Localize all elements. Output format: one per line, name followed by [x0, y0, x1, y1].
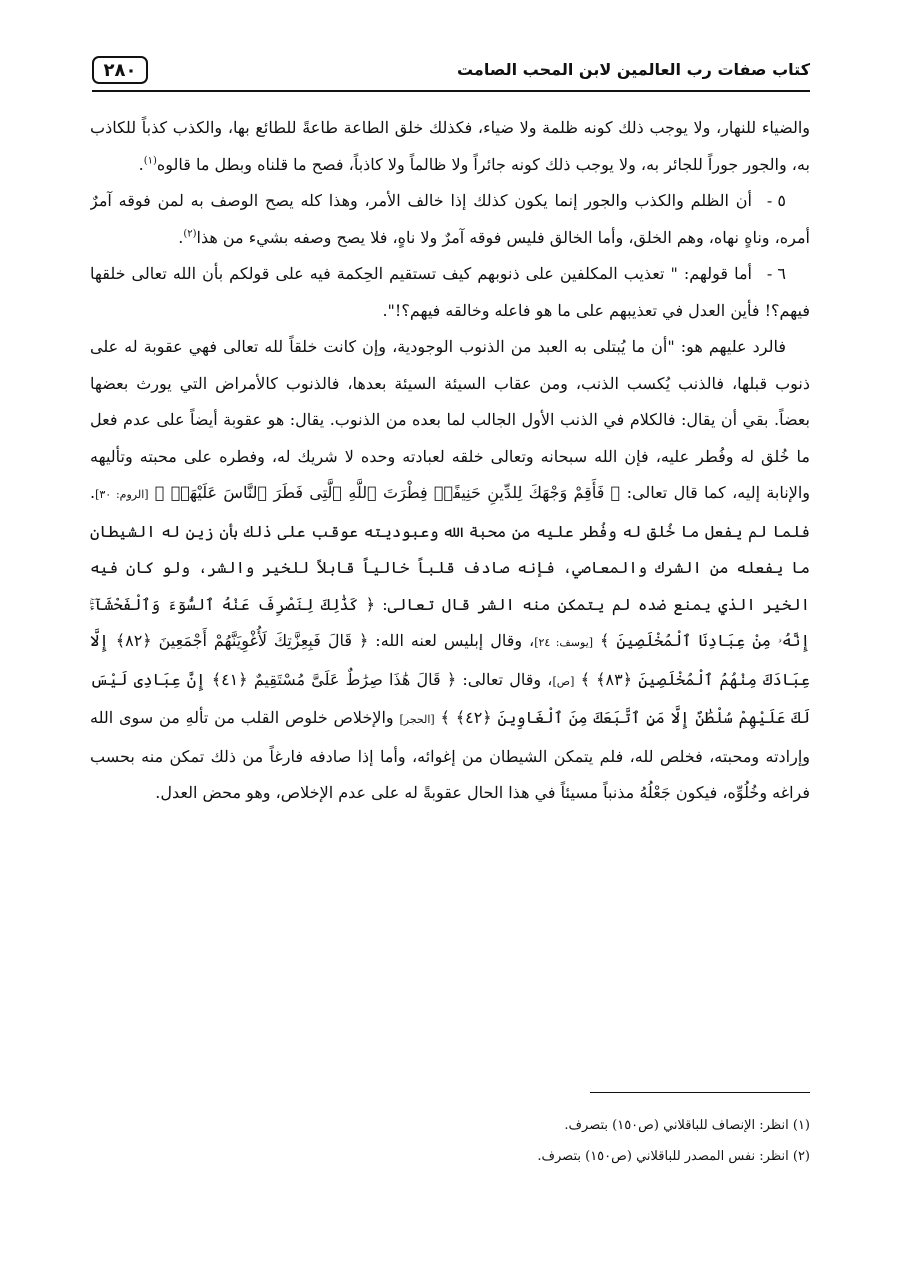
- paragraph-text: ، وقال تعالى: ﴿: [440, 669, 553, 689]
- item-number: ٦ -: [766, 264, 786, 283]
- paragraph-text: والإخلاص خلوص القلب من تألهِ من سوى الله وإرادته ومحبته، فخلص لله، فلم يتمكن الشيطان من إغوائه، وأما إذا صادفه فارغاً من ذلك تمكن منه بحسب فراغه وخُلُوِّه، فيكون جَعْلُهُ مذنباً مسيئاً في هذا الحال عقوبةً له على عدم الإخلاص، وهو محض العدل.: [90, 708, 810, 802]
- paragraph-text: ، وقال إبليس لعنه الله: ﴿: [352, 631, 535, 650]
- page-number: ٢٨٠: [92, 56, 148, 84]
- footnote-1: (١) انظر: الإنصاف للباقلاني (ص١٥٠) بتصرف.: [564, 1118, 810, 1133]
- paragraph-text: فالرد عليهم هو: "أن ما يُبتلى به العبد من الذنوب الوجودية، وإن كانت خلقاً لله تعالى فهي عقوبة له على ذنوب قبلها، فالذنب يُكسب الذنب، ومن عقاب السيئة السيئة بعدها، فالذنوب كالأمراض التي يورث بعضها بعضاً. بقي أن يقال: فالكلام في الذنب الأول الجالب لما بعده من الذنوب. يقال: هو عقوبة أيضاً على عدم فعل ما خُلق له وفُطر عليه، فإن الله سبحانه وتعالى خلقه لعبادته وحده لا شريك له، وفطره على محبته وتأليهه والإنابة إليه، كما قال تعالى: ﴿: [90, 337, 810, 502]
- paragraph-text: . فلما لم يفعل ما خُلق له وفُطر عليه من محبة الله وعبوديته عوقب على ذلك بأن زين له الشيطان ما يفعله من الشرك والمعاصي، فإنه صادف قلباً خالياً قابلاً للخير والشر، ولو كان فيه الخير الذي يمنع ضده لم يتمكن منه الشر قال تعالى: ﴿: [90, 483, 810, 614]
- verse-reference: [يوسف: ٢٤]: [534, 636, 594, 649]
- quran-verse-hijr: قَالَ هَٰذَا صِرَٰطٌ عَلَىَّ مُسْتَقِيمٌ ﴿٤١﴾ إِنَّ عِبَادِى لَيْسَ لَكَ عَلَيْهِمْ سُلْطَٰنٌ إِلَّا مَنِ ٱتَّبَعَكَ مِنَ ٱلْغَاوِينَ ﴿٤٢﴾: [90, 669, 810, 727]
- quran-verse-rum: فَأَقِمْ وَجْهَكَ لِلدِّينِ حَنِيفًاۚ فِطْرَتَ ٱللَّهِ ٱلَّتِى فَطَرَ ٱلنَّاسَ عَلَيْهَاۚ: [170, 483, 605, 502]
- numbered-item-5: [90, 183, 810, 256]
- item-text: أن الظلم والكذب والجور إنما يكون كذلك إذا خالف الأمر، وهذا كله يصح الوصف به لمن فوقه آمرٌ أمره، وناهٍ نهاه، وهم الخلق، وأما الخالق فليس فوقه آمرٌ ولا ناهٍ، فلا يصح وصفه بشيء من هذا: [90, 191, 810, 247]
- verse-reference: [الحجر]: [399, 713, 435, 726]
- paragraph-end: .: [138, 154, 144, 174]
- quran-verse-sad: قَالَ فَبِعِزَّتِكَ لَأُغْوِيَنَّهُمْ أَجْمَعِينَ ﴿٨٢﴾ إِلَّا عِبَادَكَ مِنْهُمُ ٱلْمُخْلَصِينَ ﴿٨٣﴾: [90, 631, 810, 689]
- page-header: [92, 54, 810, 92]
- footnote-2: (٢) انظر: نفس المصدر للباقلاني (ص١٥٠) بتصرف.: [537, 1149, 810, 1164]
- numbered-item-6: [90, 256, 810, 329]
- item-end: .: [178, 227, 184, 247]
- book-title: كتاب صفات رب العالمين لابن المحب الصامت: [456, 60, 810, 79]
- paragraph-continuation: [90, 110, 810, 183]
- footnotes: [90, 1110, 810, 1172]
- quran-verse-yusuf: كَذَٰلِكَ لِنَصْرِفَ عَنْهُ ٱلسُّوٓءَ وَٱلْفَحْشَآءَۚ إِنَّهُۥ مِنْ عِبَادِنَا ٱلْمُخْلَصِينَ: [90, 594, 810, 650]
- item-text: أما قولهم: " تعذيب المكلفين على ذنوبهم كيف تستقيم الحِكمة فيه على قولكم بأن الله تعالى خلقها فيهم؟! فأين العدل في تعذيبهم على ما هو فاعله وخالقه فيهم؟!".: [90, 264, 810, 320]
- footnote-ref-2[interactable]: (٢): [183, 228, 197, 240]
- footnote-ref-1[interactable]: (١): [143, 155, 157, 167]
- reply-paragraph: فالرد عليهم هو: "أن ما يُبتلى به العبد من الذنوب الوجودية، وإن كانت خلقاً لله تعالى فهي عقوبة له على ذنوب قبلها، فالذنب يُكسب الذنب، ومن عقاب السيئة السيئة بعدها، فالذنوب كالأمراض التي يورث بعضها بعضاً. بقي أن يقال: فالكلام في الذنب الأول الجالب لما بعده من الذنوب. يقال: هو عقوبة أيضاً على عدم فعل ما خُلق له وفُطر عليه، فإن الله سبحانه وتعالى خلقه لعبادته وحده لا شريك له، وفطره على محبته وتأليهه والإنابة إليه، كما قال تعالى: ﴿ فَأَقِمْ وَجْهَكَ لِلدِّينِ حَنِيفًاۚ فِطْرَتَ ٱللَّهِ ٱلَّتِى فَطَرَ ٱلنَّاسَ عَلَيْهَاۚ ﴾ [الروم: ٣٠]. فلما لم يفعل ما خُلق له وفُطر عليه من محبة الله وعبوديته عوقب على ذلك بأن زين له الشيطان ما يفعله من الشرك والمعاصي، فإنه صادف قلباً خالياً قابلاً للخير والشر، ولو كان فيه الخير الذي يمنع ضده لم يتمكن منه الشر قال تعالى: ﴿ كَذَٰلِكَ لِنَصْرِفَ عَنْهُ ٱلسُّوٓءَ وَٱلْفَحْشَآءَۚ إِنَّهُۥ مِنْ عِبَادِنَا ٱلْمُخْلَصِينَ ﴾ [يوسف: ٢٤]، وقال إبليس لعنه الله: ﴿ قَالَ فَبِعِزَّتِكَ لَأُغْوِيَنَّهُمْ أَجْمَعِينَ ﴿٨٢﴾ إِلَّا عِبَادَكَ مِنْهُمُ ٱلْمُخْلَصِينَ ﴿٨٣﴾ ﴾ [ص]، وقال تعالى: ﴿ قَالَ هَٰذَا صِرَٰطٌ عَلَىَّ مُسْتَقِيمٌ ﴿٤١﴾ إِنَّ عِبَادِى لَيْسَ لَكَ عَلَيْهِمْ سُلْطَٰنٌ إِلَّا مَنِ ٱتَّبَعَكَ مِنَ ٱلْغَاوِينَ ﴿٤٢﴾ ﴾ [الحجر] والإخلاص خلوص القلب من تألهِ من سوى الله وإرادته ومحبته، فخلص لله، فلم يتمكن الشيطان من إغوائه، وأما إذا صادفه فارغاً من ذلك تمكن منه بحسب فراغه وخُلُوِّه، فيكون جَعْلُهُ مذنباً مسيئاً في هذا الحال عقوبةً له على عدم الإخلاص، وهو محض العدل.: [90, 337, 810, 802]
- paragraph-text: والضياء للنهار، ولا يوجب ذلك كونه ظلمة ولا ضياء، فكذلك خلق الطاعة طاعةً للطائع بها، والكذب كذباً للكاذب به، والجور جوراً للجائر به، ولا يوجب ذلك كونه جائراً ولا ظالماً ولا كاذباً، فصح ما قلناه وبطل ما قالوه: [90, 118, 810, 174]
- footnote-divider: [590, 1092, 810, 1093]
- main-text: [90, 110, 810, 980]
- item-number: ٥ -: [766, 191, 786, 210]
- verse-reference: [الروم: ٣٠]: [95, 488, 149, 501]
- verse-reference: [ص]: [552, 674, 575, 688]
